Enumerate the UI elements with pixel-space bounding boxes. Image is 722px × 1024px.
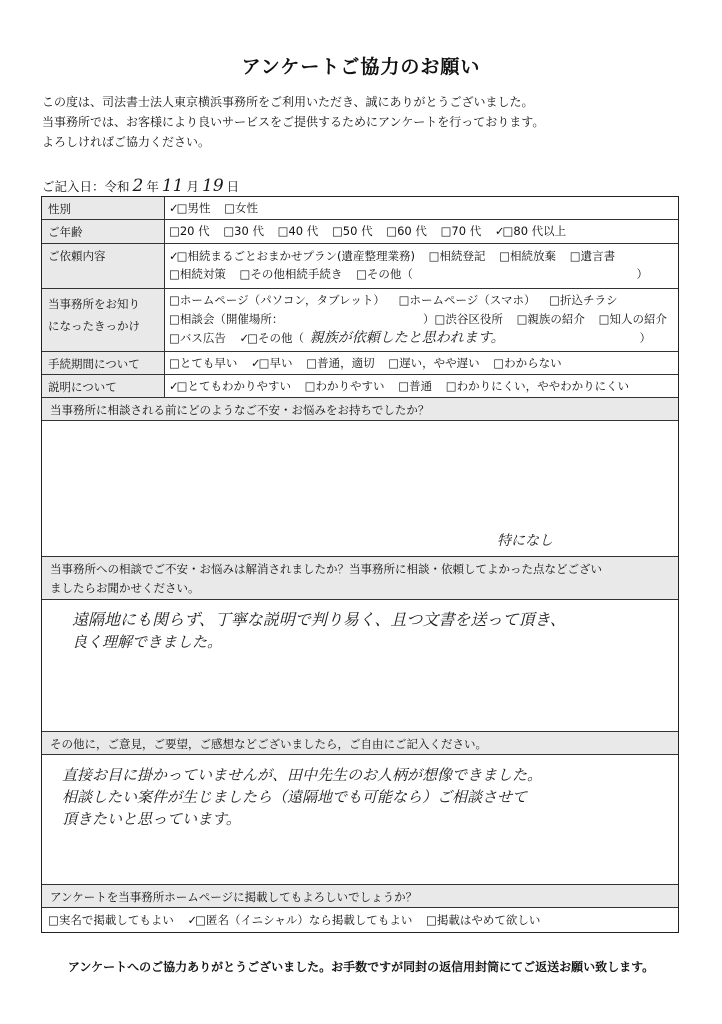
age-70-option[interactable]: □70 代	[440, 224, 482, 238]
source-bus-ad-option[interactable]: □バス広告	[169, 331, 226, 345]
q3-answer-line2: 相談したい案件が生じましたら（遠隔地でも可能なら）ご相談させて	[62, 788, 528, 806]
source-homepage-pc-option[interactable]: □ホームページ（パソコン，タブレット）	[169, 293, 385, 307]
age-label: ご年齢	[42, 220, 165, 243]
gender-options	[165, 197, 678, 219]
survey-form	[41, 196, 679, 933]
gender-female-option[interactable]: □女性	[224, 201, 259, 215]
date-label: ご記入日：令和	[42, 179, 130, 194]
request-will-option[interactable]: □遺言書	[569, 249, 616, 263]
request-options	[165, 244, 678, 288]
q3-answer-line3: 頂きたいと思っています。	[62, 810, 241, 828]
publish-real-name-option[interactable]: □実名で掲載してもよい	[48, 913, 174, 927]
age-80-option[interactable]: ✓□80 代以上	[494, 224, 567, 238]
intro-line: 当事務所では、お客様により良いサービスをご提供するためにアンケートを行っております。	[42, 115, 545, 129]
period-normal-option[interactable]: □普通，適切	[306, 356, 375, 370]
check-mark-icon: ✓	[169, 379, 179, 393]
request-other-procedure-option[interactable]: □その他相続手続き	[239, 267, 343, 281]
q3-answer-line1: 直接お目に掛かっていませんが、田中先生のお人柄が想像できました。	[62, 766, 543, 784]
request-planning-option[interactable]: □相続対策	[169, 267, 226, 281]
intro-text	[42, 92, 544, 152]
q4-options	[42, 908, 678, 932]
source-homepage-phone-option[interactable]: □ホームページ（スマホ）	[398, 293, 536, 307]
entry-date	[42, 176, 239, 196]
explanation-normal-option[interactable]: □普通	[398, 379, 433, 393]
check-mark-icon: ✓	[239, 331, 250, 345]
source-other-note[interactable]: 親族が依頼したと思われます。	[309, 330, 505, 346]
footer-note: アンケートへのご協力ありがとうございました。お手数ですが同封の返信用封筒にてご返送お願い致します。	[67, 960, 655, 974]
request-registration-option[interactable]: □相続登記	[428, 249, 486, 263]
q1-answer-area[interactable]	[42, 421, 678, 557]
q2-answer-line1: 遠隔地にも関らず、丁寧な説明で判り易く、且つ文書を送って頂き、	[72, 610, 566, 629]
request-other-close: ）	[636, 267, 648, 281]
check-mark-icon: ✓	[169, 249, 179, 263]
period-slow-option[interactable]: □遅い，やや遅い	[388, 356, 480, 370]
source-ward-office-option[interactable]: ）□渋谷区役所	[423, 312, 503, 326]
explanation-clear-option[interactable]: □わかりやすい	[304, 379, 385, 393]
period-fast-option[interactable]: ✓□早い	[251, 356, 293, 370]
date-month-unit: 月	[186, 179, 200, 194]
publish-anonymous-option[interactable]: ✓□匿名（イニシャル）なら掲載してもよい	[187, 913, 413, 927]
q2-answer-line2: 良く理解できました。	[72, 633, 223, 651]
q1-question: 当事務所に相談される前にどのようなご不安・お悩みをお持ちでしたか？	[50, 403, 430, 417]
age-60-option[interactable]: □60 代	[386, 224, 427, 238]
date-day-unit: 日	[226, 179, 240, 194]
source-seminar-option[interactable]: □相談会（開催場所：	[169, 312, 284, 326]
intro-line: よろしければご協力ください。	[42, 135, 211, 149]
q3-answer-area[interactable]	[42, 755, 678, 885]
request-renunciation-option[interactable]: □相続放棄	[499, 249, 557, 263]
explanation-options	[165, 375, 678, 397]
q2-answer-area[interactable]	[42, 600, 678, 732]
check-mark-icon: ✓	[494, 224, 505, 238]
gender-male-option[interactable]: ✓□男性	[169, 201, 211, 215]
check-mark-icon: ✓	[251, 356, 261, 370]
intro-line: この度は、司法書士法人東京横浜事務所をご利用いただき、誠にありがとうございました。	[42, 95, 534, 109]
period-very-fast-option[interactable]: □とても早い	[169, 356, 238, 370]
date-year[interactable]: 2	[132, 176, 144, 196]
date-month[interactable]: 11	[161, 176, 184, 196]
check-mark-icon: ✓	[169, 201, 179, 215]
page-title: アンケートご協力のお願い	[241, 56, 481, 78]
source-other-option[interactable]: ✓□その他（	[239, 331, 305, 345]
source-relative-option[interactable]: □親族の紹介	[516, 312, 585, 326]
period-label: 手続期間について	[42, 352, 165, 374]
publish-decline-option[interactable]: □掲載はやめて欲しい	[426, 913, 541, 927]
request-other-option[interactable]: □その他（	[356, 267, 413, 281]
age-50-option[interactable]: □50 代	[331, 224, 373, 238]
date-day[interactable]: 19	[202, 176, 224, 196]
source-options	[165, 289, 681, 351]
age-20-option[interactable]: □20 代	[169, 224, 210, 238]
date-year-unit: 年	[146, 179, 159, 194]
explanation-very-clear-option[interactable]: ✓□とてもわかりやすい	[169, 379, 292, 393]
q2-question: 当事務所への相談でご不安・お悩みは解消されましたか？当事務所に相談・依頼してよかった点などござい ましたらお聞かせください。	[50, 562, 602, 595]
explanation-label: 説明について	[42, 375, 165, 397]
request-full-plan-option[interactable]: ✓□相続まるごとおまかせプラン(遺産整理業務)	[169, 249, 415, 263]
q3-question: その他に，ご意見，ご要望，ご感想などございましたら，ご自由にご記入ください。	[50, 737, 487, 751]
check-mark-icon: ✓	[187, 913, 198, 927]
source-other-close: ）	[639, 331, 651, 345]
age-30-option[interactable]: □30 代	[223, 224, 264, 238]
age-40-option[interactable]: □40 代	[277, 224, 319, 238]
source-flyer-option[interactable]: □折込チラシ	[549, 293, 618, 307]
explanation-unclear-option[interactable]: □わかりにくい，ややわかりにくい	[445, 379, 630, 393]
q4-question: アンケートを当事務所ホームページに掲載してもよろしいでしょうか？	[50, 890, 418, 904]
gender-label: 性別	[42, 197, 165, 219]
period-options	[165, 352, 678, 374]
source-label: 当事務所をお知り になったきっかけ	[42, 289, 165, 351]
q1-answer: 特になし	[497, 533, 553, 549]
period-unknown-option[interactable]: □わからない	[493, 356, 562, 370]
request-label: ご依頼内容	[42, 244, 165, 288]
age-options	[165, 220, 678, 243]
source-acquaintance-option[interactable]: □知人の紹介	[598, 312, 667, 326]
